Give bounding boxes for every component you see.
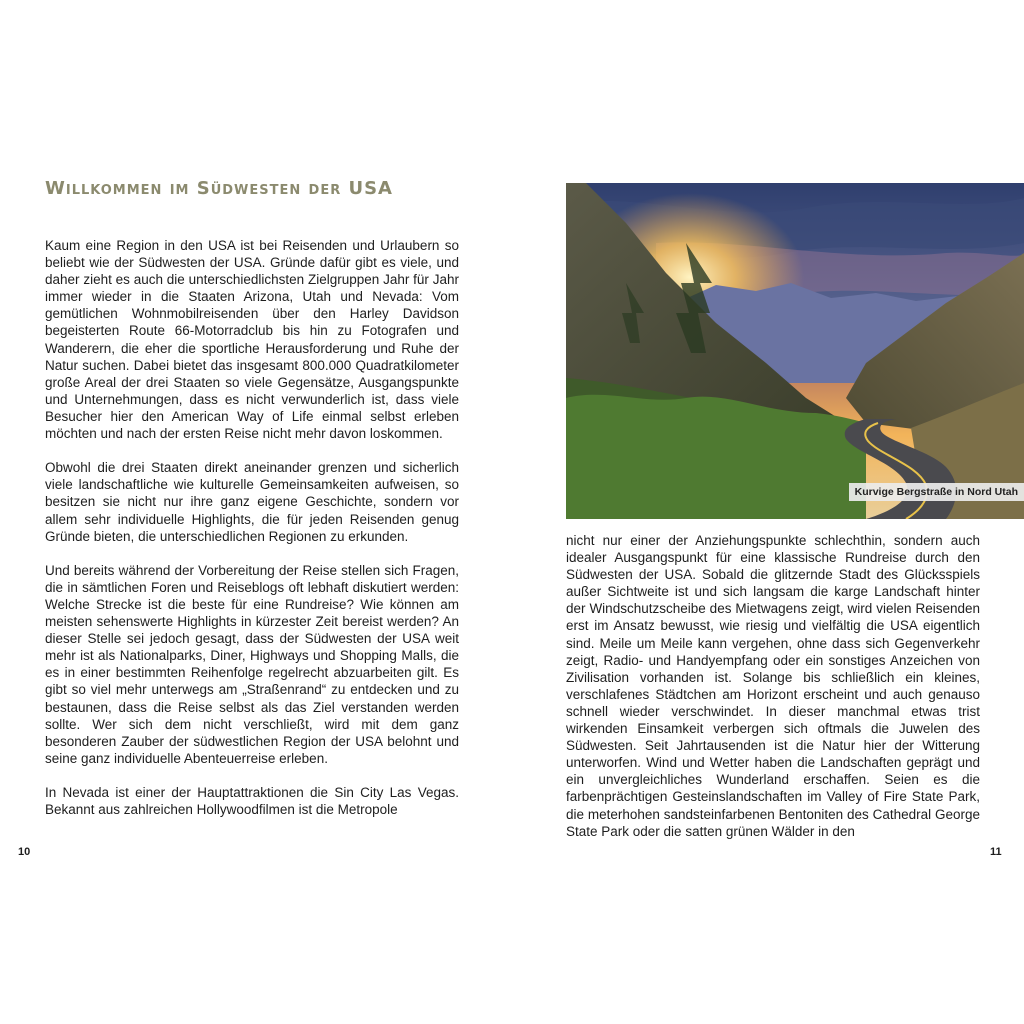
paragraph: nicht nur einer der Anziehungspunkte schlechthin, sondern auch idealer Ausgangspunkt für eine klassische Rundreise durch den Südwesten der USA. Sobald die glitzernde Stadt des Glücksspiels außer Sichtweite ist und sich langsam die karge Landschaft hinter der Windschutzscheibe des Mietwagens zeigt, wird vielen Reisenden erst im Ansatz bewusst, wie riesig und vielfältig die USA eigentlich sind. Meile um Meile kann vergehen, ohne dass sich Gegenverkehr zeigt, Radio- und Handyempfang oder ein sonstiges Anzeichen von Zivilisation vorhanden ist. Solange bis schließlich ein kleines, verschlafenes Städtchen am Horizont erscheint und auch genauso schnell wieder verschwindet. In dieser manchmal etwas trist wirkenden Einsamkeit verbergen sich oftmals die Juwelen des Südwesten. Seit Jahrtausenden ist die Natur hier der Witterung unterworfen. Wind und Wetter haben die Landschaften geprägt und ein unvergleichliches Wunderland erschaffen. Seien es die farbenprächtigen Gesteinslandschaften im Valley of Fire State Park, die meterhohen sandsteinfarbenen Bentoniten des Cathedral George State Park oder die satten grünen Wälder in den xyxy=(566,533,980,839)
left-text-column xyxy=(45,237,459,818)
photo-caption: Kurvige Bergstraße in Nord Utah xyxy=(849,483,1024,501)
paragraph: Und bereits während der Vorbereitung der Reise stellen sich Fragen, die in sämtlichen Foren und Reiseblogs oft lebhaft diskutiert werden: Welche Strecke ist die beste für eine Rundreise? Wie können am meisten sehenswerte Highlights in kürzester Zeit bereist werden? An dieser Stelle sei jedoch gesagt, dass der Südwesten der USA weit mehr ist als Nationalparks, Diner, Highways und Shopping Malls, die es in einer bestimmten Reihenfolge regelrecht abzuarbeiten gilt. Es gibt so viel mehr unterwegs am „Straßenrand“ zu entdecken und zu bestaunen, dass die Reise selbst als das Ziel verstanden werden sollte. Wer sich dem nicht verschließt, wird mit dem ganz besonderen Zauber der südwestlichen Region der USA belohnt und seine ganz individuelle Abenteuerreise erleben. xyxy=(45,562,459,766)
mountain-road-illustration xyxy=(566,183,1024,519)
paragraph: Obwohl die drei Staaten direkt aneinander grenzen und sicherlich viele landschaftliche wie kulturelle Gemeinsamkeiten aufweisen, so besitzen sie nicht nur ihre ganz eigene Geschichte, sondern vor allem sehr individuelle Highlights, die für jeden Reisenden genug Gründe bieten, die unterschiedlichen Regionen zu erkunden. xyxy=(45,460,459,544)
page-number-right: 11 xyxy=(990,846,1002,858)
page-number-left: 10 xyxy=(18,846,31,858)
paragraph: In Nevada ist einer der Hauptattraktionen die Sin City Las Vegas. Bekannt aus zahlreichen Hollywoodfilmen ist die Metropole xyxy=(45,785,459,818)
paragraph: Kaum eine Region in den USA ist bei Reisenden und Urlaubern so beliebt wie der Südwesten der USA. Gründe dafür gibt es viele, und daher zieht es auch die unterschiedlichsten Zielgruppen Jahr für Jahr immer wieder in die Staaten Arizona, Utah und Nevada: Vom gemütlichen Wohnmobilreisenden über den Harley Davidson begeisterten Route 66-Motorradclub bis hin zu Fotografen und Wanderern, die eher die sportliche Herausforderung und Ruhe der Natur suchen. Dabei bietet das insgesamt 800.000 Quadratkilometer große Areal der drei Staaten so viele Gegensätze, Ausgangspunkte und Unternehmungen, dass es nicht verwunderlich ist, dass viele Besucher hier den American Way of Life einmal selbst erleben möchten und nach der ersten Reise nicht mehr davon loskommen. xyxy=(45,238,459,442)
right-text-column xyxy=(566,532,980,840)
mountain-road-photo xyxy=(566,183,1024,519)
chapter-heading: Willkommen im Südwesten der USA xyxy=(45,178,393,199)
